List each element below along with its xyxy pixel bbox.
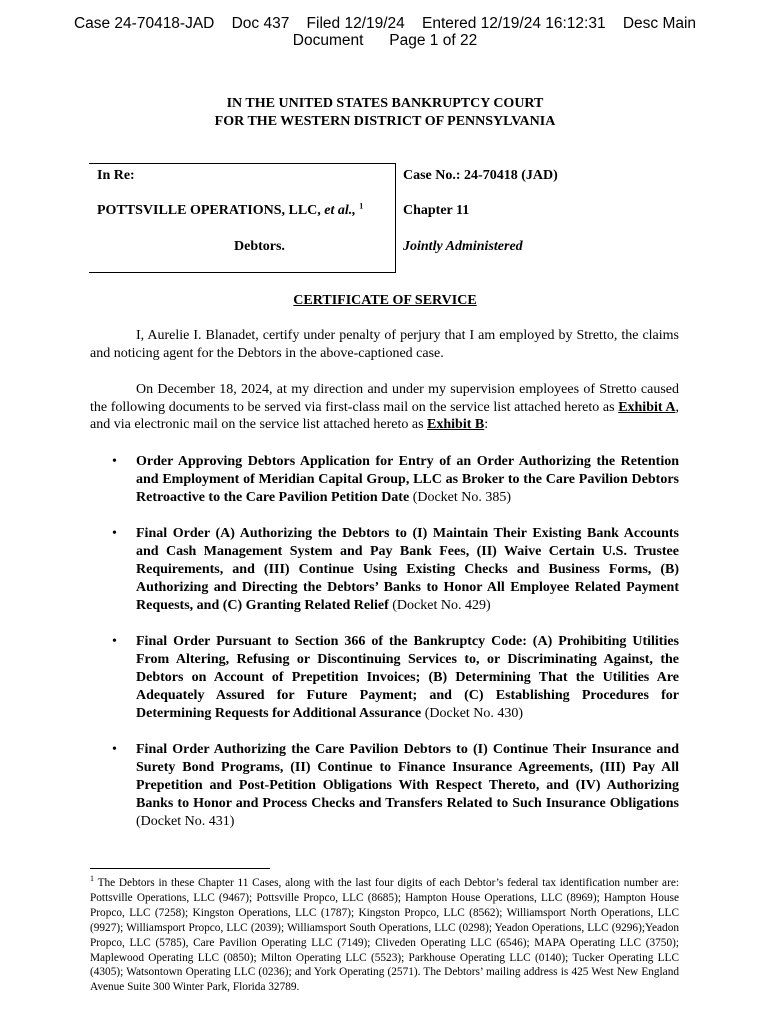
footnote-separator [90,868,270,869]
jointly-administered-label: Jointly Administered [403,239,523,254]
served-document-4 [136,741,679,831]
debtor-name-text: POTTSVILLE OPERATIONS, LLC, [97,203,325,218]
document-title-2: Final Order (A) Authorizing the Debtors to (I) Maintain Their Existing Bank Accounts and Cash Management System and Pay Bank Fees, (II) Waive Certain U.S. Trustee Requirements, and (III) Continue Using Existing Checks and Business Forms, (B) Authorizing and Directing the Debtors’ Banks to Honor All Employee Related Payment Requests, and (C) Granting Related Relief [136,526,679,613]
bullet-4: • [112,742,117,757]
bullet-3: • [112,634,117,649]
filing-header-line-1: Case 24-70418-JAD Doc 437 Filed 12/19/24 Entered 12/19/24 16:12:31 Desc Main [73,15,697,32]
document-title-3: Final Order Pursuant to Section 366 of the Bankruptcy Code: (A) Prohibiting Utilities From Altering, Refusing or Discontinuing Services to, or Discriminating Against, the Debtors on Account of Prepetition Invoices; (B) Determining That the Utilities Are Adequately Assured for Future Payment; and (C) Establishing Procedures for Determining Requests for Additional Assurance [136,634,679,721]
docket-number-1: (Docket No. 385) [409,490,512,505]
service-text-b: , and via electronic mail on the service list attached hereto as [90,399,679,432]
docket-number-4: (Docket No. 431) [136,814,235,829]
court-name-line-2: FOR THE WESTERN DISTRICT OF PENNSYLVANIA [214,114,556,129]
filing-header-line-2: Document Page 1 of 22 [292,32,478,49]
service-paragraph [90,381,679,434]
document-title-4: Final Order Authorizing the Care Pavilion Debtors to (I) Continue Their Insurance and Surety Bond Programs, (II) Continue to Finance Insurance Agreements, (III) Pay All Prepetition and Post-Petition Obligations With Respect Thereto, and (IV) Authorizing Banks to Honor and Process Checks and Transfers Related to Such Insurance Obligations [136,742,679,811]
exhibit-a-label: Exhibit A [618,399,676,415]
case-number: Case No.: 24-70418 (JAD) [403,168,558,183]
exhibit-b-label: Exhibit B [427,417,485,432]
bullet-2: • [112,526,117,541]
footnote-reference: 1 [359,201,364,211]
certification-paragraph: I, Aurelie I. Blanadet, certify under penalty of perjury that I am employed by Stretto, the claims and noticing agent for the Debtors in the above-captioned case. [90,328,679,361]
court-name-line-1: IN THE UNITED STATES BANKRUPTCY COURT [226,96,544,111]
footnote [90,876,679,995]
footnote-text: The Debtors in these Chapter 11 Cases, along with the last four digits of each Debtor’s federal tax identification number are: Pottsville Operations, LLC (9467); Pottsville Propco, LLC (8685); Hampton House Operations, LLC (8969); Hampton House Propco, LLC (7258); Kingston Operations, LLC (1787); Kingston Propco, LLC (8562); Williamsport North Operations, LLC (9927); Williamsport Propco, LLC (2039); Williamsport South Operations, LLC (0298); Yeadon Operations, LLC (9296);Yeadon Propco, LLC (5785), Care Pavilion Operating LLC (7149); Cliveden Operating LLC (6546); MAPA Operating LLC (3750); Maplewood Operating LLC (0850); Milton Operating LLC (5523); Parkhouse Operating LLC (0140); Tucker Operating LLC (4305); Watsontown Operating LLC (0236); and York Operating (2571). The Debtors’ mailing address is 425 West New England Avenue Suite 300 Winter Park, Florida 32789. [90,877,679,994]
service-text-a: On December 18, 2024, at my direction and under my supervision employees of Stretto caused the following documents to be served via first-class mail on the service list attached hereto as [90,382,679,415]
document-title-1: Order Approving Debtors Application for Entry of an Order Authorizing the Retention and Employment of Meridian Capital Group, LLC as Broker to the Care Pavilion Debtors Retroactive to the Care Pavilion Petition Date [136,454,679,505]
chapter-label: Chapter 11 [403,203,470,218]
footnote-mark: 1 [90,874,94,884]
caption-debtors-label: Debtors. [234,239,285,254]
served-document-1 [136,453,679,507]
caption-debtor-name [97,202,363,219]
docket-number-2: (Docket No. 429) [388,598,491,613]
document-title: CERTIFICATE OF SERVICE [293,293,477,308]
caption-in-re: In Re: [97,168,135,183]
bullet-1: • [112,454,117,469]
served-document-3 [136,633,679,723]
service-text-c: : [484,417,489,432]
docket-number-3: (Docket No. 430) [421,706,524,721]
served-document-2 [136,525,679,615]
et-al-text: et al., [324,203,356,218]
